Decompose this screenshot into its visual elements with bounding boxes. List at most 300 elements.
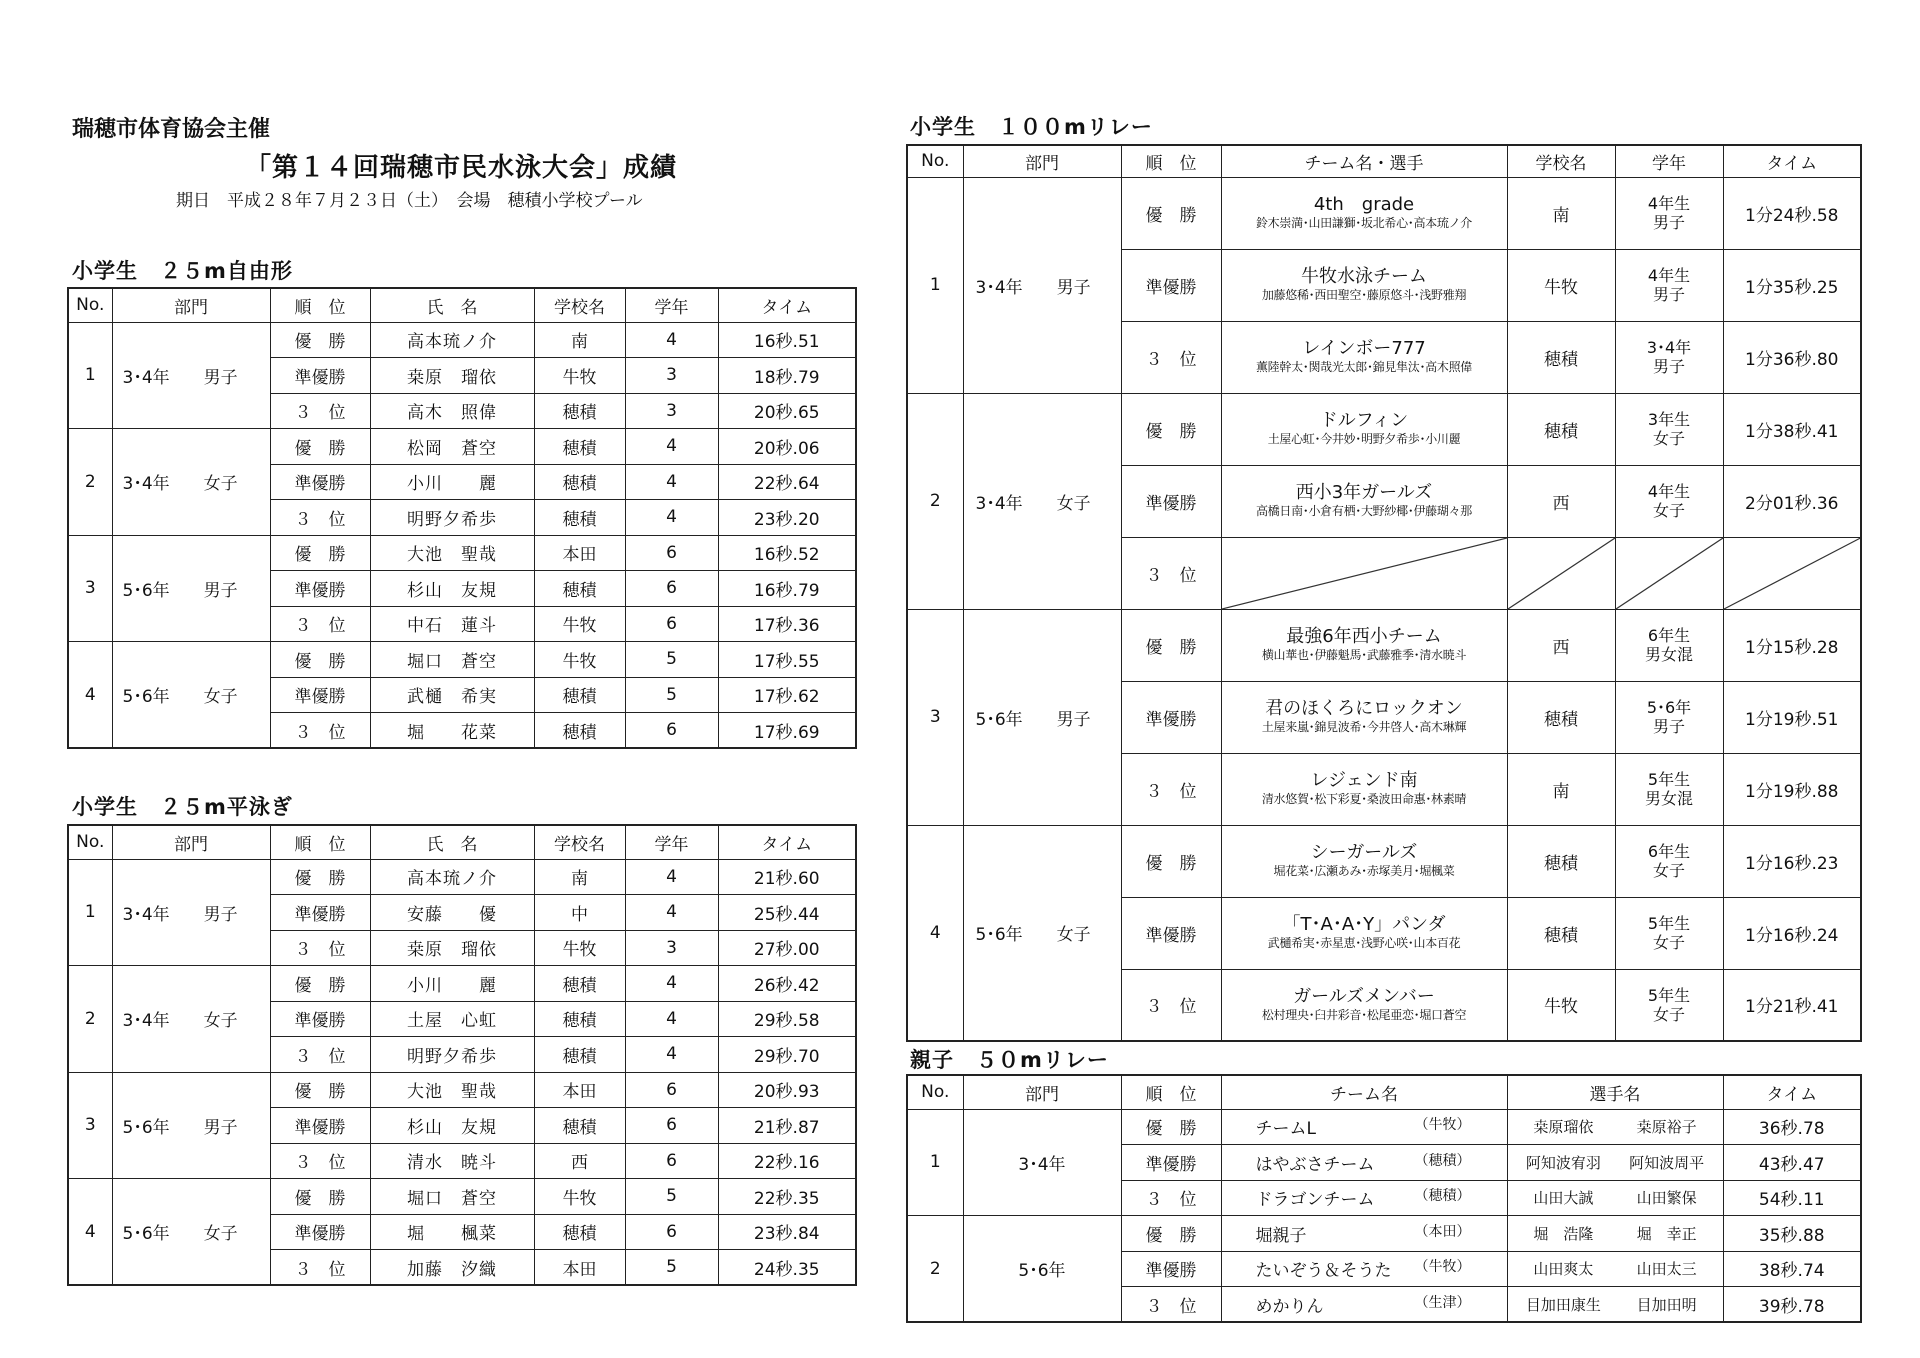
grade-year: 4年生 <box>1647 482 1691 501</box>
entry-number: 4 <box>68 642 112 749</box>
grade-gender: 男女混 <box>1644 789 1693 808</box>
swimmer-name: 小川 麗 <box>370 966 534 1002</box>
rank-label: 準優勝 <box>270 358 370 394</box>
grade: 6 <box>625 1214 718 1250</box>
division-label: 3･4年 女子 <box>963 393 1121 609</box>
grade: 5 <box>625 642 718 678</box>
division-label: 5･6年 男子 <box>112 535 270 642</box>
col-header-rank: 順 位 <box>270 288 370 322</box>
team-name: シーガールズ <box>1310 842 1418 863</box>
result-time: 17秒.69 <box>718 713 856 749</box>
swimmer-name: 小川 麗 <box>370 464 534 500</box>
rank-label: 優 勝 <box>1121 825 1221 897</box>
grade-gender: 男子 <box>1652 213 1685 232</box>
col-header-time: タイム <box>1723 145 1861 177</box>
school-name: 穂積 <box>534 677 625 713</box>
team-members: 高橋日南･小倉有栖･大野紗椰･伊藤瑚々那 <box>1255 504 1472 518</box>
team-cell <box>1221 1216 1507 1252</box>
grade-cell <box>1615 609 1723 681</box>
table-row <box>907 1109 1861 1145</box>
grade-gender: 男子 <box>1652 357 1685 376</box>
grade: 6 <box>625 1143 718 1179</box>
table-row <box>68 1179 856 1215</box>
entry-number: 1 <box>907 177 963 393</box>
breaststroke-title: 小学生 ２５m平泳ぎ <box>72 795 293 819</box>
rank-label: ３ 位 <box>270 1143 370 1179</box>
col-header-team_player: チーム名・選手 <box>1221 145 1507 177</box>
event-info: 期日 平成２８年７月２３日（土） 会場 穂積小学校プール <box>176 191 643 211</box>
table-row <box>68 1072 856 1108</box>
players-cell <box>1507 1109 1723 1145</box>
school-name: 牛牧 <box>534 358 625 394</box>
grade-cell <box>1615 681 1723 753</box>
team-name: レジェンド南 <box>1310 770 1418 791</box>
player-parent: 阿知波周平 <box>1629 1153 1705 1172</box>
grade: 4 <box>625 859 718 895</box>
result-time: 1分19秒.88 <box>1723 753 1861 825</box>
col-header-dept: 部門 <box>112 288 270 322</box>
swimmer-name: 大池 聖哉 <box>370 1072 534 1108</box>
result-time: 17秒.55 <box>718 642 856 678</box>
team-name: めかりん <box>1255 1296 1324 1317</box>
grade-cell <box>1615 465 1723 537</box>
freestyle-title: 小学生 ２５m自由形 <box>72 259 293 283</box>
school-name: 牛牧 <box>534 1179 625 1215</box>
swimmer-name: 安藤 優 <box>370 895 534 931</box>
table-row <box>907 177 1861 249</box>
rank-label: 準優勝 <box>270 677 370 713</box>
result-time: 17秒.62 <box>718 677 856 713</box>
swimmer-name: 桒原 瑠依 <box>370 358 534 394</box>
entry-number: 3 <box>907 609 963 825</box>
grade: 4 <box>625 500 718 536</box>
swimmer-name: 明野夕希歩 <box>370 500 534 536</box>
rank-label: ３ 位 <box>270 930 370 966</box>
grade: 6 <box>625 535 718 571</box>
col-header-dept: 部門 <box>963 145 1121 177</box>
table-row <box>68 535 856 571</box>
players-cell <box>1507 1287 1723 1323</box>
school-name: 穂積 <box>534 1108 625 1144</box>
school-name: 穂積 <box>1507 825 1615 897</box>
division-label: 5･6年 女子 <box>963 825 1121 1041</box>
team-members: 清水悠賀･松下彩夏･桑波田命惠･林素晴 <box>1261 792 1467 806</box>
grade: 4 <box>625 895 718 931</box>
team-cell <box>1221 465 1507 537</box>
rank-label: ３ 位 <box>1121 321 1221 393</box>
team-name: 堀親子 <box>1255 1225 1307 1246</box>
col-header-grade: 学年 <box>625 288 718 322</box>
rank-label: 優 勝 <box>270 535 370 571</box>
team-cell <box>1221 1287 1507 1323</box>
grade: 6 <box>625 1108 718 1144</box>
result-time: 22秒.35 <box>718 1179 856 1215</box>
team-cell <box>1221 897 1507 969</box>
swimmer-name: 高本琉ノ介 <box>370 859 534 895</box>
player-child: 阿知波宥羽 <box>1525 1153 1601 1172</box>
rank-label: ３ 位 <box>1121 753 1221 825</box>
grade: 4 <box>625 322 718 358</box>
result-time: 35秒.88 <box>1723 1216 1861 1252</box>
rank-label: 準優勝 <box>1121 1251 1221 1287</box>
col-header-name: 氏 名 <box>370 825 534 859</box>
school-name: 西 <box>1507 465 1615 537</box>
result-time: 1分21秒.41 <box>1723 969 1861 1041</box>
col-header-rank: 順 位 <box>270 825 370 859</box>
col-header-grade: 学年 <box>1615 145 1723 177</box>
school-name: 南 <box>1507 753 1615 825</box>
division-label: 5･6年 女子 <box>112 642 270 749</box>
col-header-rank: 順 位 <box>1121 1075 1221 1109</box>
rank-label: 優 勝 <box>1121 1216 1221 1252</box>
slash-line <box>1222 538 1507 609</box>
slash-line <box>1508 538 1615 609</box>
rank-label: ３ 位 <box>270 393 370 429</box>
col-header-no: No. <box>68 288 112 322</box>
rank-label: 準優勝 <box>270 1108 370 1144</box>
grade-year: 5年生 <box>1647 985 1691 1005</box>
grade: 4 <box>625 464 718 500</box>
relay100-title: 小学生 １００mリレー <box>910 115 1153 139</box>
team-name: ドルフィン <box>1319 410 1409 431</box>
grade-year: 3年生 <box>1647 410 1691 429</box>
result-time: 1分35秒.25 <box>1723 249 1861 321</box>
school-name: 穂積 <box>534 1214 625 1250</box>
rank-label: 優 勝 <box>1121 393 1221 465</box>
entry-number: 3 <box>68 1072 112 1179</box>
grade-cell <box>1615 969 1723 1041</box>
grade-year: 6年生 <box>1647 842 1691 861</box>
swimmer-name: 清水 暁斗 <box>370 1143 534 1179</box>
header-row <box>68 288 856 322</box>
col-header-dept: 部門 <box>112 825 270 859</box>
rank-label: ３ 位 <box>1121 1180 1221 1216</box>
team-name: 最強6年西小チーム <box>1286 626 1442 647</box>
page-title: 「第１４回瑞穂市民水泳大会」成績 <box>245 153 678 183</box>
slash-line <box>1616 538 1723 609</box>
team-cell <box>1221 1109 1507 1145</box>
swimmer-name: 堀口 蒼空 <box>370 1179 534 1215</box>
grade-gender: 男子 <box>1652 717 1685 736</box>
school-name: 穂積 <box>534 393 625 429</box>
result-time: 1分24秒.58 <box>1723 177 1861 249</box>
team-members: 土屋来嵐･錦見波希･今井啓人･高木琳輝 <box>1261 720 1467 734</box>
grade-gender: 女子 <box>1652 501 1685 520</box>
grade: 5 <box>625 677 718 713</box>
grade: 4 <box>625 1001 718 1037</box>
rank-label: 準優勝 <box>1121 897 1221 969</box>
result-time: 39秒.78 <box>1723 1287 1861 1323</box>
result-time: 24秒.35 <box>718 1250 856 1286</box>
school-name: 穂積 <box>534 464 625 500</box>
rank-label: 準優勝 <box>1121 249 1221 321</box>
result-time: 16秒.52 <box>718 535 856 571</box>
swimmer-name: 大池 聖哉 <box>370 535 534 571</box>
grade-year: 6年生 <box>1647 626 1691 645</box>
relay50-title: 親子 ５０mリレー <box>910 1048 1109 1072</box>
col-header-rank: 順 位 <box>1121 145 1221 177</box>
table-row <box>68 322 856 358</box>
col-header-school: 学校名 <box>534 825 625 859</box>
team-school: （穂積） <box>1414 1152 1471 1169</box>
team-cell <box>1221 681 1507 753</box>
team-cell <box>1221 1145 1507 1181</box>
team-school: （本田） <box>1414 1223 1471 1240</box>
team-cell <box>1221 177 1507 249</box>
result-time: 29秒.70 <box>718 1037 856 1073</box>
school-name: 穂積 <box>1507 897 1615 969</box>
grade-year: 5年生 <box>1647 914 1691 933</box>
rank-label: 優 勝 <box>270 1179 370 1215</box>
result-time: 2分01秒.36 <box>1723 465 1861 537</box>
division-label: 3･4年 女子 <box>112 966 270 1073</box>
team-members: 横山華也･伊藤魁馬･武藤雅季･清水暁斗 <box>1261 648 1467 662</box>
rank-label: 準優勝 <box>270 571 370 607</box>
result-time: 20秒.06 <box>718 429 856 465</box>
swimmer-name: 堀 楓菜 <box>370 1214 534 1250</box>
grade-cell <box>1615 177 1723 249</box>
school-name: 南 <box>534 859 625 895</box>
grade: 4 <box>625 966 718 1002</box>
player-parent: 堀 幸正 <box>1636 1224 1697 1243</box>
school-name: 本田 <box>534 1250 625 1286</box>
team-cell <box>1221 1251 1507 1287</box>
school-name: 牛牧 <box>534 642 625 678</box>
team-cell <box>1221 393 1507 465</box>
result-time: 23秒.20 <box>718 500 856 536</box>
players-cell <box>1507 1145 1723 1181</box>
rank-label: 準優勝 <box>270 1001 370 1037</box>
team-name: ガールズメンバー <box>1293 985 1435 1007</box>
result-time: 43秒.47 <box>1723 1145 1861 1181</box>
grade-cell <box>1615 393 1723 465</box>
freestyle-results-table <box>67 287 857 749</box>
slash-line <box>1724 538 1861 609</box>
team-name: ドラゴンチーム <box>1255 1190 1375 1211</box>
grade-year: 4年生 <box>1647 266 1691 285</box>
col-header-name: 氏 名 <box>370 288 534 322</box>
rank-label: ３ 位 <box>270 1250 370 1286</box>
result-time: 1分16秒.24 <box>1723 897 1861 969</box>
division-label: 3･4年 男子 <box>112 322 270 429</box>
result-time: 1分38秒.41 <box>1723 393 1861 465</box>
result-time: 17秒.36 <box>718 606 856 642</box>
player-parent: 山田太三 <box>1636 1260 1697 1279</box>
grade-gender: 男女混 <box>1644 645 1693 664</box>
team-members: 加藤悠稀･西田聖空･藤原悠斗･浅野雅翔 <box>1261 288 1467 302</box>
rank-label: 準優勝 <box>1121 465 1221 537</box>
division-label: 5･6年 女子 <box>112 1179 270 1286</box>
col-header-team: チーム名 <box>1221 1075 1507 1109</box>
col-header-no: No. <box>68 825 112 859</box>
grade-gender: 女子 <box>1652 429 1685 448</box>
school-name: 牛牧 <box>534 606 625 642</box>
grade: 6 <box>625 713 718 749</box>
division-label: 5･6年 男子 <box>112 1072 270 1179</box>
header-row <box>907 1075 1861 1109</box>
school-name: 穂積 <box>534 429 625 465</box>
grade: 3 <box>625 393 718 429</box>
team-cell <box>1221 321 1507 393</box>
division-label: 5･6年 男子 <box>963 609 1121 825</box>
team-school: （穂積） <box>1414 1188 1471 1205</box>
grade-gender: 男子 <box>1652 285 1685 304</box>
school-name: 西 <box>1507 609 1615 681</box>
team-members: 鈴木崇満･山田謙獅･坂北希心･高本琉ノ介 <box>1255 216 1472 230</box>
grade: 4 <box>625 429 718 465</box>
rank-label: 優 勝 <box>270 429 370 465</box>
rank-label: 優 勝 <box>270 859 370 895</box>
grade: 6 <box>625 1072 718 1108</box>
grade: 6 <box>625 571 718 607</box>
grade: 5 <box>625 1179 718 1215</box>
player-child: 山田大誠 <box>1533 1189 1594 1208</box>
swimmer-name: 堀 花菜 <box>370 713 534 749</box>
col-header-school: 学校名 <box>534 288 625 322</box>
grade: 6 <box>625 606 718 642</box>
school-name: 穂積 <box>1507 681 1615 753</box>
result-time: 23秒.84 <box>718 1214 856 1250</box>
result-time: 27秒.00 <box>718 930 856 966</box>
col-header-dept: 部門 <box>963 1075 1121 1109</box>
table-row <box>907 825 1861 897</box>
rank-label: 優 勝 <box>270 322 370 358</box>
swimmer-name: 加藤 汐織 <box>370 1250 534 1286</box>
relay50-results-table <box>906 1074 1862 1323</box>
rank-label: 優 勝 <box>1121 609 1221 681</box>
rank-label: 優 勝 <box>1121 1109 1221 1145</box>
school-name: 穂積 <box>534 500 625 536</box>
team-school: （生津） <box>1414 1294 1471 1311</box>
result-time: 20秒.93 <box>718 1072 856 1108</box>
empty-slash-cell <box>1221 537 1507 609</box>
result-time: 26秒.42 <box>718 966 856 1002</box>
school-name: 西 <box>534 1143 625 1179</box>
empty-slash-cell <box>1615 537 1723 609</box>
players-cell <box>1507 1251 1723 1287</box>
school-name: 牛牧 <box>1507 969 1615 1041</box>
entry-number: 3 <box>68 535 112 642</box>
team-members: 松村理央･臼井彩音･松尾亜恋･堀口蒼空 <box>1261 1007 1467 1022</box>
player-child: 目加田康生 <box>1525 1295 1601 1314</box>
result-time: 22秒.16 <box>718 1143 856 1179</box>
entry-number: 2 <box>907 1216 963 1323</box>
school-name: 穂積 <box>534 1001 625 1037</box>
team-cell <box>1221 753 1507 825</box>
team-members: 武樋希実･赤星恵･浅野心咲･山本百花 <box>1267 936 1461 950</box>
team-members: 堀花菜･広瀬あみ･赤塚美月･堀楓菜 <box>1273 864 1455 878</box>
swimmer-name: 中石 蓮斗 <box>370 606 534 642</box>
player-child: 山田爽太 <box>1533 1260 1594 1279</box>
grade-year: 5年生 <box>1647 770 1691 789</box>
col-header-grade: 学年 <box>625 825 718 859</box>
division-label: 3･4年 女子 <box>112 429 270 536</box>
col-header-time: タイム <box>1723 1075 1861 1109</box>
grade: 3 <box>625 930 718 966</box>
school-name: 穂積 <box>1507 393 1615 465</box>
header-row <box>68 825 856 859</box>
result-time: 36秒.78 <box>1723 1109 1861 1145</box>
team-members: 薫陸幹太･関哉光太郎･錦見隼汰･高木照偉 <box>1255 360 1472 374</box>
team-name: 「T･A･A･Y」パンダ <box>1282 914 1446 935</box>
division-label: 3･4年 <box>963 1109 1121 1216</box>
col-header-time: タイム <box>718 288 856 322</box>
entry-number: 2 <box>68 966 112 1073</box>
school-name: 本田 <box>534 1072 625 1108</box>
school-name: 牛牧 <box>1507 249 1615 321</box>
rank-label: ３ 位 <box>270 713 370 749</box>
col-header-time: タイム <box>718 825 856 859</box>
swimmer-name: 高本琉ノ介 <box>370 322 534 358</box>
team-name: 西小3年ガールズ <box>1295 482 1433 503</box>
division-label: 5･6年 <box>963 1216 1121 1323</box>
table-row <box>907 609 1861 681</box>
result-time: 22秒.64 <box>718 464 856 500</box>
breaststroke-results-table <box>67 824 857 1286</box>
swimmer-name: 土屋 心虹 <box>370 1001 534 1037</box>
table-row <box>907 393 1861 465</box>
player-child: 桒原瑠依 <box>1533 1118 1594 1137</box>
school-name: 穂積 <box>534 1037 625 1073</box>
player-parent: 目加田明 <box>1636 1295 1697 1314</box>
rank-label: ３ 位 <box>270 1037 370 1073</box>
swimmer-name: 武樋 希実 <box>370 677 534 713</box>
grade-cell <box>1615 249 1723 321</box>
players-cell <box>1507 1180 1723 1216</box>
school-name: 穂積 <box>534 966 625 1002</box>
team-school: （牛牧） <box>1414 1117 1471 1134</box>
team-name: たいぞう＆そうた <box>1255 1261 1392 1282</box>
grade-cell <box>1615 825 1723 897</box>
team-name: 4th grade <box>1313 194 1415 215</box>
entry-number: 1 <box>68 859 112 966</box>
entry-number: 1 <box>907 1109 963 1216</box>
grade: 4 <box>625 1037 718 1073</box>
grade-gender: 女子 <box>1652 861 1685 880</box>
result-time: 1分16秒.23 <box>1723 825 1861 897</box>
rank-label: ３ 位 <box>1121 1287 1221 1323</box>
empty-slash-cell <box>1723 537 1861 609</box>
grade-cell <box>1615 753 1723 825</box>
player-child: 堀 浩隆 <box>1533 1224 1594 1243</box>
rank-label: 優 勝 <box>270 1072 370 1108</box>
rank-label: ３ 位 <box>1121 537 1221 609</box>
swimmer-name: 桒原 瑠依 <box>370 930 534 966</box>
grade-year: 3･4年 <box>1646 338 1692 357</box>
result-time: 16秒.51 <box>718 322 856 358</box>
col-header-players: 選手名 <box>1507 1075 1723 1109</box>
team-cell <box>1221 609 1507 681</box>
rank-label: 準優勝 <box>1121 1145 1221 1181</box>
col-header-no: No. <box>907 1075 963 1109</box>
table-row <box>68 966 856 1002</box>
entry-number: 2 <box>68 429 112 536</box>
division-label: 3･4年 男子 <box>112 859 270 966</box>
team-name: チームL <box>1255 1119 1316 1140</box>
team-cell <box>1221 969 1507 1041</box>
result-time: 29秒.58 <box>718 1001 856 1037</box>
relay100-results-table <box>906 144 1862 1042</box>
entry-number: 2 <box>907 393 963 609</box>
grade-gender: 女子 <box>1652 933 1685 952</box>
swimmer-name: 堀口 蒼空 <box>370 642 534 678</box>
team-name: 牛牧水泳チーム <box>1301 266 1427 287</box>
school-name: 南 <box>534 322 625 358</box>
swimmer-name: 明野夕希歩 <box>370 1037 534 1073</box>
team-cell <box>1221 1180 1507 1216</box>
grade-year: 4年生 <box>1647 194 1691 213</box>
team-members: 土屋心虹･今井妙･明野夕希歩･小川麗 <box>1267 432 1461 446</box>
